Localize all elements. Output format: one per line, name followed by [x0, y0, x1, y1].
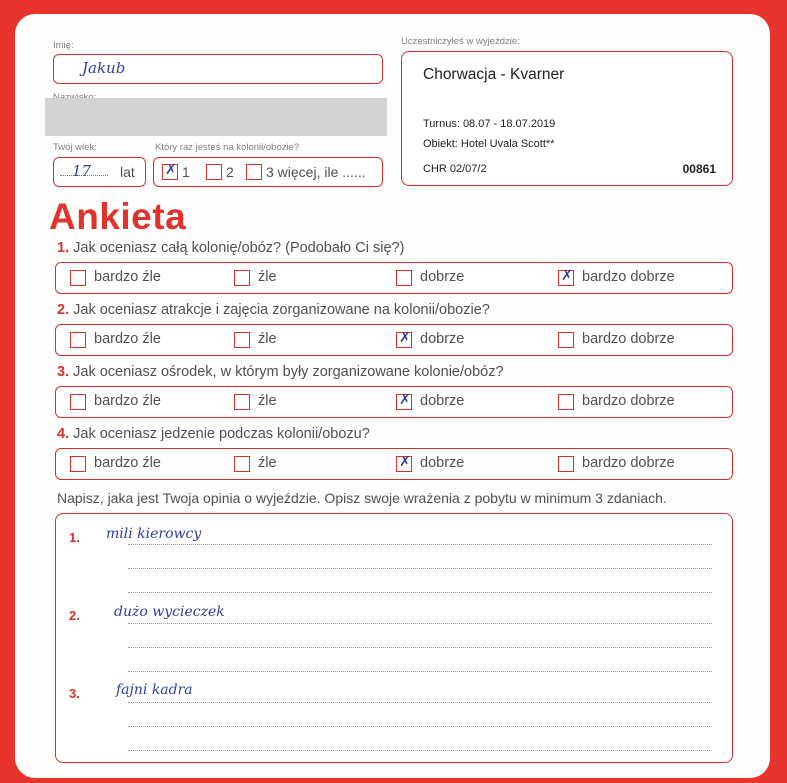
age-label: Twój wiek: [53, 142, 97, 153]
answer-checkbox[interactable] [70, 270, 86, 286]
answer-row [55, 386, 733, 418]
times-field [153, 157, 383, 187]
answer-label: bardzo dobrze [582, 269, 675, 285]
question-text [57, 302, 490, 318]
answer-row [55, 448, 733, 480]
answer-label: źle [258, 269, 277, 285]
answer-checkbox[interactable] [558, 394, 574, 410]
trip-box [401, 51, 733, 186]
question-number: 3. [57, 364, 70, 380]
answer-label: dobrze [420, 393, 465, 409]
trip-object: Obiekt: Hotel Uvala Scott** [423, 138, 555, 150]
answer-label: bardzo dobrze [582, 331, 675, 347]
answer-checkbox[interactable] [396, 332, 412, 348]
answer-label: źle [258, 393, 277, 409]
check-mark-icon: ✗ [561, 268, 573, 284]
trip-turnus: Turnus: 08.07 - 18.07.2019 [423, 118, 556, 130]
question-text [57, 240, 404, 256]
question-label: Jak oceniasz ośrodek, w którym były zorganizowane kolonie/obóz? [73, 364, 504, 380]
answer-label: bardzo źle [94, 269, 161, 285]
check-mark-icon: ✗ [399, 392, 411, 408]
trip-label: Uczestniczyłeś w wyjeździe: [401, 36, 520, 47]
trip-number: 00861 [682, 162, 716, 176]
times-checkbox-1[interactable] [162, 164, 178, 180]
age-unit: lat [120, 164, 135, 180]
answer-checkbox[interactable] [396, 270, 412, 286]
question-number: 1. [57, 240, 70, 256]
answer-checkbox[interactable] [70, 332, 86, 348]
answer-label: dobrze [420, 269, 465, 285]
times-option-2: 2 [226, 164, 234, 180]
answer-checkbox[interactable] [558, 456, 574, 472]
times-option-3: 3 więcej, ile ...... [266, 164, 366, 180]
opinion-line-text: dużo wycieczek [114, 604, 225, 620]
name-label: Imię: [53, 40, 74, 51]
question-label: Jak oceniasz jedzenie podczas kolonii/obozu? [73, 426, 370, 442]
name-field[interactable] [53, 54, 383, 84]
answer-checkbox[interactable] [558, 332, 574, 348]
times-option-1: 1 [182, 164, 190, 180]
redacted-surname [45, 98, 387, 136]
opinion-box[interactable] [55, 513, 733, 763]
times-label: Który raz jesteś na kolonii/obozie? [155, 142, 300, 153]
answer-checkbox[interactable] [558, 270, 574, 286]
answer-label: bardzo dobrze [582, 393, 675, 409]
answer-label: dobrze [420, 455, 465, 471]
name-value: Jakub [82, 59, 126, 77]
answer-label: bardzo źle [94, 455, 161, 471]
check-mark-icon: ✗ [165, 162, 177, 178]
answer-checkbox[interactable] [396, 394, 412, 410]
answer-checkbox[interactable] [396, 456, 412, 472]
answer-checkbox[interactable] [70, 394, 86, 410]
trip-destination: Chorwacja - Kvarner [423, 66, 565, 83]
opinion-line-number: 3. [69, 686, 80, 701]
answer-checkbox[interactable] [234, 394, 250, 410]
age-value: 17 [72, 162, 92, 180]
opinion-line-number: 2. [69, 608, 80, 623]
question-text [57, 426, 370, 442]
answer-checkbox[interactable] [234, 270, 250, 286]
answer-label: bardzo źle [94, 393, 161, 409]
answer-label: źle [258, 455, 277, 471]
times-checkbox-3[interactable] [246, 164, 262, 180]
answer-checkbox[interactable] [234, 332, 250, 348]
answer-checkbox[interactable] [234, 456, 250, 472]
answer-row [55, 262, 733, 294]
answer-row [55, 324, 733, 356]
opinion-line-number: 1. [69, 530, 80, 545]
check-mark-icon: ✗ [399, 454, 411, 470]
question-text [57, 364, 504, 380]
age-field[interactable] [53, 157, 146, 187]
answer-label: źle [258, 331, 277, 347]
survey-title: Ankieta [49, 196, 187, 237]
answer-label: bardzo dobrze [582, 455, 675, 471]
answer-label: dobrze [420, 331, 465, 347]
trip-code: CHR 02/07/2 [423, 163, 487, 175]
answer-checkbox[interactable] [70, 456, 86, 472]
answer-label: bardzo źle [94, 331, 161, 347]
question-label: Jak oceniasz atrakcje i zajęcia zorganizowane na kolonii/obozie? [73, 302, 490, 318]
question-number: 4. [57, 426, 70, 442]
times-checkbox-2[interactable] [206, 164, 222, 180]
question-number: 2. [57, 302, 70, 318]
survey-sheet [15, 14, 770, 778]
opinion-line-text: mili kierowcy [106, 526, 202, 542]
opinion-line-text: fajni kadra [116, 682, 193, 698]
question-label: Jak oceniasz całą kolonię/obóz? (Podobało Ci się?) [73, 240, 405, 256]
check-mark-icon: ✗ [399, 330, 411, 346]
opinion-prompt: Napisz, jaka jest Twoja opinia o wyjeździe. Opisz swoje wrażenia z pobytu w minimum 3 zdaniach. [57, 490, 667, 506]
